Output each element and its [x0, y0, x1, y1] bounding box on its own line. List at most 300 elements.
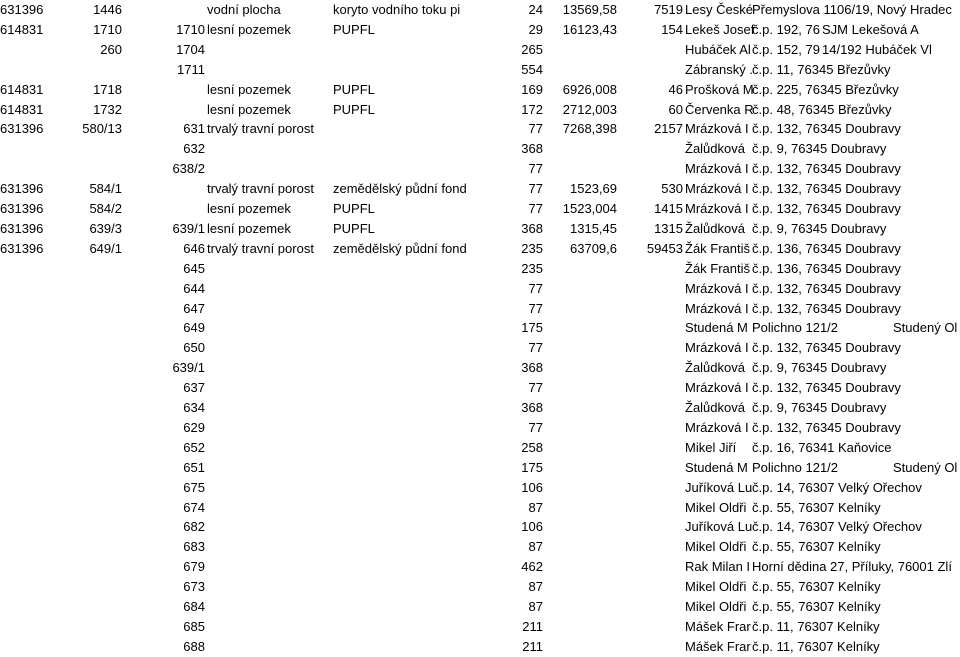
- table-cell[interactable]: č.p. 136, 76345 Doubravy: [752, 260, 901, 276]
- table-cell[interactable]: [0, 438, 60, 458]
- table-cell[interactable]: 6926,008: [562, 81, 617, 97]
- table-cell[interactable]: [60, 318, 122, 338]
- table-cell[interactable]: [617, 577, 683, 597]
- table-cell[interactable]: č.p. 11, 76307 Kelníky: [752, 638, 880, 654]
- table-cell[interactable]: PUPFL: [333, 21, 375, 37]
- table-cell[interactable]: [207, 577, 327, 597]
- table-cell[interactable]: [60, 498, 122, 518]
- table-cell[interactable]: Horní dědina 27, Příluky, 76001 Zlí: [752, 559, 952, 575]
- table-cell[interactable]: [207, 537, 327, 557]
- table-cell[interactable]: 685: [183, 618, 205, 634]
- table-cell[interactable]: [333, 60, 469, 80]
- table-cell[interactable]: [0, 498, 60, 518]
- table-cell[interactable]: 16123,43: [562, 21, 617, 37]
- table-cell[interactable]: Lekeš Josef: [685, 21, 755, 37]
- table-cell[interactable]: 77: [528, 121, 543, 137]
- table-cell[interactable]: [870, 100, 960, 120]
- table-cell[interactable]: 175: [521, 320, 543, 336]
- table-cell[interactable]: zemědělský půdní fond: [333, 240, 467, 256]
- table-cell[interactable]: [617, 398, 683, 418]
- table-cell[interactable]: [60, 299, 122, 319]
- table-cell[interactable]: 580/13: [82, 121, 122, 137]
- table-cell[interactable]: [0, 597, 60, 617]
- table-cell[interactable]: 46: [668, 81, 683, 97]
- table-cell[interactable]: [617, 378, 683, 398]
- table-cell[interactable]: 631396: [0, 121, 44, 137]
- table-cell[interactable]: č.p. 9, 76345 Doubravy: [752, 220, 887, 236]
- table-cell[interactable]: PUPFL: [333, 201, 375, 216]
- table-cell[interactable]: [333, 418, 469, 438]
- table-cell[interactable]: [60, 557, 122, 577]
- table-cell[interactable]: [543, 318, 617, 338]
- table-cell[interactable]: [543, 338, 617, 358]
- table-cell[interactable]: 63709,6: [570, 240, 617, 256]
- table-cell[interactable]: [870, 219, 960, 239]
- table-cell[interactable]: 679: [183, 559, 205, 575]
- table-cell[interactable]: [207, 318, 327, 338]
- table-cell[interactable]: 638/2: [172, 161, 205, 177]
- table-cell[interactable]: 235: [521, 240, 543, 256]
- table-cell[interactable]: [870, 537, 960, 557]
- table-cell[interactable]: [333, 279, 469, 299]
- table-cell[interactable]: 77: [528, 419, 543, 435]
- table-cell[interactable]: 169: [521, 81, 543, 97]
- table-cell[interactable]: 629: [183, 419, 205, 435]
- table-cell[interactable]: trvalý travní porost: [207, 240, 314, 256]
- table-cell[interactable]: 258: [521, 439, 543, 455]
- table-cell[interactable]: [60, 159, 122, 179]
- table-cell[interactable]: [0, 517, 60, 537]
- table-cell[interactable]: Mrázková I: [685, 340, 749, 356]
- table-cell[interactable]: 631396: [0, 2, 44, 17]
- table-cell[interactable]: 651: [183, 459, 205, 475]
- table-cell[interactable]: [617, 259, 683, 279]
- table-cell[interactable]: 632: [183, 141, 205, 157]
- table-cell[interactable]: [0, 617, 60, 637]
- table-cell[interactable]: lesní pozemek: [207, 101, 291, 117]
- table-cell[interactable]: 87: [528, 579, 543, 595]
- table-cell[interactable]: č.p. 9, 76345 Doubravy: [752, 141, 887, 157]
- table-cell[interactable]: 1732: [93, 101, 122, 117]
- table-cell[interactable]: 87: [528, 499, 543, 515]
- table-cell[interactable]: 673: [183, 579, 205, 595]
- table-cell[interactable]: [543, 418, 617, 438]
- table-cell[interactable]: [60, 458, 122, 478]
- table-cell[interactable]: [207, 458, 327, 478]
- table-cell[interactable]: č.p. 152, 79: [752, 41, 820, 57]
- table-cell[interactable]: [617, 637, 683, 657]
- table-cell[interactable]: [207, 418, 327, 438]
- table-cell[interactable]: [333, 40, 469, 60]
- table-cell[interactable]: Studený Ol: [893, 459, 958, 475]
- table-cell[interactable]: 634: [183, 400, 205, 415]
- table-cell[interactable]: PUPFL: [333, 101, 375, 117]
- table-cell[interactable]: Polichno 121/2: [752, 320, 839, 336]
- table-cell[interactable]: [617, 478, 683, 498]
- table-cell[interactable]: [543, 358, 617, 378]
- table-cell[interactable]: Mikel Oldři: [685, 599, 747, 614]
- table-cell[interactable]: [207, 398, 327, 418]
- table-cell[interactable]: 77: [528, 181, 543, 197]
- table-cell[interactable]: [617, 358, 683, 378]
- table-cell[interactable]: [0, 557, 60, 577]
- table-cell[interactable]: [333, 299, 469, 319]
- table-cell[interactable]: [543, 458, 617, 478]
- table-cell[interactable]: [0, 577, 60, 597]
- table-cell[interactable]: 77: [528, 300, 543, 316]
- table-cell[interactable]: Zábranský .: [685, 61, 753, 77]
- table-cell[interactable]: [543, 259, 617, 279]
- table-cell[interactable]: 684: [183, 599, 205, 614]
- table-cell[interactable]: Mikel Jiří: [685, 439, 737, 455]
- table-cell[interactable]: Žalůdková: [685, 220, 745, 236]
- table-cell[interactable]: [543, 617, 617, 637]
- table-cell[interactable]: Žák Františ: [685, 240, 751, 256]
- table-cell[interactable]: 77: [528, 380, 543, 396]
- table-cell[interactable]: [60, 537, 122, 557]
- table-cell[interactable]: [207, 159, 327, 179]
- table-cell[interactable]: [617, 60, 683, 80]
- table-cell[interactable]: 688: [183, 638, 205, 654]
- table-cell[interactable]: 631396: [0, 181, 44, 197]
- table-cell[interactable]: 1711: [177, 61, 205, 77]
- table-cell[interactable]: 631396: [0, 220, 44, 236]
- table-cell[interactable]: [122, 0, 205, 20]
- table-cell[interactable]: [870, 279, 960, 299]
- table-cell[interactable]: [0, 40, 60, 60]
- table-cell[interactable]: č.p. 132, 76345 Doubravy: [752, 300, 901, 316]
- table-cell[interactable]: [60, 398, 122, 418]
- table-cell[interactable]: [870, 299, 960, 319]
- table-cell[interactable]: Mrázková I: [685, 300, 749, 316]
- table-cell[interactable]: [333, 577, 469, 597]
- table-cell[interactable]: [207, 478, 327, 498]
- table-cell[interactable]: [870, 139, 960, 159]
- table-cell[interactable]: č.p. 55, 76307 Kelníky: [752, 599, 881, 614]
- table-cell[interactable]: [0, 418, 60, 438]
- table-cell[interactable]: č.p. 132, 76345 Doubravy: [752, 121, 901, 137]
- table-cell[interactable]: [122, 100, 205, 120]
- table-cell[interactable]: [0, 259, 60, 279]
- table-cell[interactable]: 77: [528, 161, 543, 177]
- table-cell[interactable]: [870, 60, 960, 80]
- table-cell[interactable]: [333, 159, 469, 179]
- table-cell[interactable]: [60, 259, 122, 279]
- table-cell[interactable]: č.p. 192, 76: [752, 21, 820, 37]
- table-cell[interactable]: 24: [528, 2, 543, 17]
- table-cell[interactable]: [207, 438, 327, 458]
- table-cell[interactable]: Mikel Oldři: [685, 499, 747, 515]
- table-cell[interactable]: [60, 418, 122, 438]
- table-cell[interactable]: Mrázková I: [685, 121, 749, 137]
- table-cell[interactable]: 631: [183, 121, 205, 137]
- table-cell[interactable]: 1446: [93, 2, 122, 17]
- table-cell[interactable]: trvalý travní porost: [207, 181, 314, 197]
- table-cell[interactable]: SJM Lekešová A: [822, 21, 919, 37]
- table-cell[interactable]: [333, 517, 469, 537]
- table-cell[interactable]: [0, 478, 60, 498]
- table-cell[interactable]: [207, 299, 327, 319]
- table-cell[interactable]: 7268,398: [562, 121, 617, 137]
- table-cell[interactable]: 637: [183, 380, 205, 396]
- table-cell[interactable]: [0, 358, 60, 378]
- table-cell[interactable]: 14/192 Hubáček Vl: [822, 41, 932, 57]
- table-cell[interactable]: [870, 259, 960, 279]
- table-cell[interactable]: [617, 498, 683, 518]
- table-cell[interactable]: [617, 517, 683, 537]
- table-cell[interactable]: [543, 478, 617, 498]
- table-cell[interactable]: 172: [521, 101, 543, 117]
- table-cell[interactable]: [617, 159, 683, 179]
- table-cell[interactable]: č.p. 132, 76345 Doubravy: [752, 340, 901, 356]
- table-cell[interactable]: [0, 338, 60, 358]
- table-cell[interactable]: [207, 597, 327, 617]
- table-cell[interactable]: [60, 378, 122, 398]
- table-cell[interactable]: 1415: [654, 201, 683, 216]
- table-cell[interactable]: lesní pozemek: [207, 201, 291, 216]
- table-cell[interactable]: [617, 458, 683, 478]
- table-cell[interactable]: Studený Ol: [893, 320, 958, 336]
- table-cell[interactable]: [617, 318, 683, 338]
- table-cell[interactable]: 368: [521, 141, 543, 157]
- table-cell[interactable]: 639/3: [89, 220, 122, 236]
- table-cell[interactable]: [543, 159, 617, 179]
- table-cell[interactable]: 646: [183, 240, 205, 256]
- table-cell[interactable]: [543, 60, 617, 80]
- table-cell[interactable]: [60, 279, 122, 299]
- table-cell[interactable]: Studená M: [685, 459, 748, 475]
- table-cell[interactable]: 645: [183, 260, 205, 276]
- table-cell[interactable]: 13569,58: [562, 2, 617, 17]
- table-cell[interactable]: [617, 438, 683, 458]
- table-cell[interactable]: Mrázková I: [685, 161, 749, 177]
- table-cell[interactable]: [0, 458, 60, 478]
- table-cell[interactable]: [0, 637, 60, 657]
- table-cell[interactable]: 649/1: [89, 240, 122, 256]
- table-cell[interactable]: [870, 577, 960, 597]
- table-cell[interactable]: 368: [521, 220, 543, 236]
- table-cell[interactable]: [0, 159, 60, 179]
- table-cell[interactable]: [207, 517, 327, 537]
- table-cell[interactable]: 649: [183, 320, 205, 336]
- table-cell[interactable]: 77: [528, 340, 543, 356]
- table-cell[interactable]: 211: [522, 638, 543, 654]
- table-cell[interactable]: Mikel Oldři: [685, 579, 747, 595]
- table-cell[interactable]: Žák Františ: [685, 260, 751, 276]
- table-cell[interactable]: [543, 557, 617, 577]
- table-cell[interactable]: 682: [183, 519, 205, 535]
- table-cell[interactable]: [207, 557, 327, 577]
- table-cell[interactable]: [333, 119, 469, 139]
- table-cell[interactable]: [333, 498, 469, 518]
- table-cell[interactable]: [543, 637, 617, 657]
- table-cell[interactable]: [870, 338, 960, 358]
- table-cell[interactable]: 175: [521, 459, 543, 475]
- table-cell[interactable]: [870, 418, 960, 438]
- table-cell[interactable]: 154: [661, 21, 683, 37]
- table-cell[interactable]: Přemyslova 1106/19, Nový Hradec: [752, 2, 952, 17]
- table-cell[interactable]: [207, 617, 327, 637]
- table-cell[interactable]: [60, 478, 122, 498]
- table-cell[interactable]: 614831: [0, 81, 44, 97]
- table-cell[interactable]: [0, 60, 60, 80]
- table-cell[interactable]: [60, 139, 122, 159]
- table-cell[interactable]: zemědělský půdní fond: [333, 181, 467, 197]
- table-cell[interactable]: 631396: [0, 201, 44, 216]
- table-cell[interactable]: Žalůdková: [685, 360, 745, 376]
- table-cell[interactable]: 87: [528, 599, 543, 614]
- table-cell[interactable]: č.p. 132, 76345 Doubravy: [752, 161, 901, 177]
- table-cell[interactable]: [870, 617, 960, 637]
- table-cell[interactable]: [60, 597, 122, 617]
- table-cell[interactable]: 683: [183, 539, 205, 555]
- table-cell[interactable]: [333, 259, 469, 279]
- table-cell[interactable]: [543, 498, 617, 518]
- table-cell[interactable]: [870, 0, 960, 20]
- table-cell[interactable]: [333, 617, 469, 637]
- table-cell[interactable]: [543, 597, 617, 617]
- table-cell[interactable]: [333, 557, 469, 577]
- table-cell[interactable]: [207, 279, 327, 299]
- table-cell[interactable]: [617, 537, 683, 557]
- table-cell[interactable]: [0, 279, 60, 299]
- table-cell[interactable]: [617, 418, 683, 438]
- table-cell[interactable]: Mrázková I: [685, 181, 749, 197]
- table-cell[interactable]: [0, 318, 60, 338]
- table-cell[interactable]: [60, 338, 122, 358]
- table-cell[interactable]: [617, 139, 683, 159]
- table-cell[interactable]: 106: [521, 519, 543, 535]
- table-cell[interactable]: [870, 478, 960, 498]
- table-cell[interactable]: 1315,45: [570, 220, 617, 236]
- table-cell[interactable]: [543, 537, 617, 557]
- table-cell[interactable]: Hubáček Al: [685, 41, 751, 57]
- table-cell[interactable]: Mrázková I: [685, 380, 749, 396]
- table-cell[interactable]: Mikel Oldři: [685, 539, 747, 555]
- table-cell[interactable]: [333, 458, 469, 478]
- table-cell[interactable]: [870, 637, 960, 657]
- table-cell[interactable]: [617, 299, 683, 319]
- table-cell[interactable]: [60, 617, 122, 637]
- table-cell[interactable]: 1523,69: [570, 181, 617, 197]
- table-cell[interactable]: č.p. 9, 76345 Doubravy: [752, 360, 887, 376]
- table-cell[interactable]: vodní plocha: [207, 2, 281, 17]
- table-cell[interactable]: [543, 438, 617, 458]
- table-cell[interactable]: 530: [661, 181, 683, 197]
- table-cell[interactable]: [870, 119, 960, 139]
- table-cell[interactable]: Studená M: [685, 320, 748, 336]
- table-cell[interactable]: č.p. 11, 76345 Březůvky: [752, 61, 891, 77]
- table-cell[interactable]: koryto vodního toku pi: [333, 2, 461, 17]
- table-cell[interactable]: [543, 517, 617, 537]
- table-cell[interactable]: [870, 199, 960, 219]
- table-cell[interactable]: Žalůdková: [685, 141, 745, 157]
- table-cell[interactable]: [870, 438, 960, 458]
- table-cell[interactable]: č.p. 132, 76345 Doubravy: [752, 181, 901, 197]
- table-cell[interactable]: 260: [100, 41, 122, 57]
- table-cell[interactable]: č.p. 55, 76307 Kelníky: [752, 539, 881, 555]
- table-cell[interactable]: [543, 139, 617, 159]
- table-cell[interactable]: [870, 557, 960, 577]
- table-cell[interactable]: 639/1: [172, 220, 205, 236]
- table-cell[interactable]: [60, 517, 122, 537]
- table-cell[interactable]: [122, 80, 205, 100]
- table-cell[interactable]: [207, 637, 327, 657]
- table-cell[interactable]: [617, 279, 683, 299]
- table-cell[interactable]: [870, 159, 960, 179]
- table-cell[interactable]: [207, 60, 327, 80]
- table-cell[interactable]: č.p. 14, 76307 Velký Ořechov: [752, 519, 922, 535]
- table-cell[interactable]: [0, 139, 60, 159]
- table-cell[interactable]: [617, 617, 683, 637]
- table-cell[interactable]: [60, 637, 122, 657]
- table-cell[interactable]: lesní pozemek: [207, 81, 291, 97]
- table-cell[interactable]: [333, 139, 469, 159]
- table-cell[interactable]: 584/1: [89, 181, 122, 197]
- table-cell[interactable]: 647: [183, 300, 205, 316]
- table-cell[interactable]: [333, 338, 469, 358]
- table-cell[interactable]: 675: [183, 479, 205, 495]
- table-cell[interactable]: 1315: [654, 220, 683, 236]
- table-cell[interactable]: [870, 517, 960, 537]
- table-cell[interactable]: Mrázková I: [685, 419, 749, 435]
- table-cell[interactable]: [870, 498, 960, 518]
- table-cell[interactable]: [617, 40, 683, 60]
- table-cell[interactable]: 674: [183, 499, 205, 515]
- table-cell[interactable]: 235: [521, 260, 543, 276]
- table-cell[interactable]: Žalůdková: [685, 400, 745, 415]
- table-cell[interactable]: [60, 358, 122, 378]
- table-cell[interactable]: trvalý travní porost: [207, 121, 314, 137]
- table-cell[interactable]: Juříková Lu: [685, 519, 753, 535]
- table-cell[interactable]: [207, 378, 327, 398]
- table-cell[interactable]: [333, 537, 469, 557]
- table-cell[interactable]: 644: [183, 280, 205, 296]
- table-cell[interactable]: Mrázková I: [685, 280, 749, 296]
- table-cell[interactable]: [207, 358, 327, 378]
- table-cell[interactable]: [617, 597, 683, 617]
- table-cell[interactable]: Mášek Frar: [685, 618, 751, 634]
- table-cell[interactable]: [870, 80, 960, 100]
- table-cell[interactable]: č.p. 11, 76307 Kelníky: [752, 618, 880, 634]
- table-cell[interactable]: [0, 299, 60, 319]
- table-cell[interactable]: č.p. 9, 76345 Doubravy: [752, 400, 887, 415]
- table-cell[interactable]: 60: [668, 101, 683, 117]
- table-cell[interactable]: [870, 358, 960, 378]
- table-cell[interactable]: [0, 398, 60, 418]
- table-cell[interactable]: č.p. 132, 76345 Doubravy: [752, 419, 901, 435]
- table-cell[interactable]: 554: [521, 61, 543, 77]
- table-cell[interactable]: 77: [528, 280, 543, 296]
- table-cell[interactable]: 652: [183, 439, 205, 455]
- table-cell[interactable]: 614831: [0, 101, 44, 117]
- table-cell[interactable]: 7519: [654, 2, 683, 17]
- table-cell[interactable]: [333, 478, 469, 498]
- table-cell[interactable]: č.p. 225, 76345 Březůvky: [752, 81, 899, 97]
- table-cell[interactable]: 77: [528, 201, 543, 216]
- table-cell[interactable]: [333, 597, 469, 617]
- table-cell[interactable]: [870, 239, 960, 259]
- table-cell[interactable]: 2712,003: [562, 101, 617, 117]
- table-cell[interactable]: Lesy České: [685, 2, 753, 17]
- table-cell[interactable]: [0, 378, 60, 398]
- table-cell[interactable]: [543, 299, 617, 319]
- table-cell[interactable]: [207, 498, 327, 518]
- table-cell[interactable]: 106: [521, 479, 543, 495]
- table-cell[interactable]: Juříková Lu: [685, 479, 753, 495]
- table-cell[interactable]: č.p. 14, 76307 Velký Ořechov: [752, 479, 922, 495]
- table-cell[interactable]: lesní pozemek: [207, 21, 291, 37]
